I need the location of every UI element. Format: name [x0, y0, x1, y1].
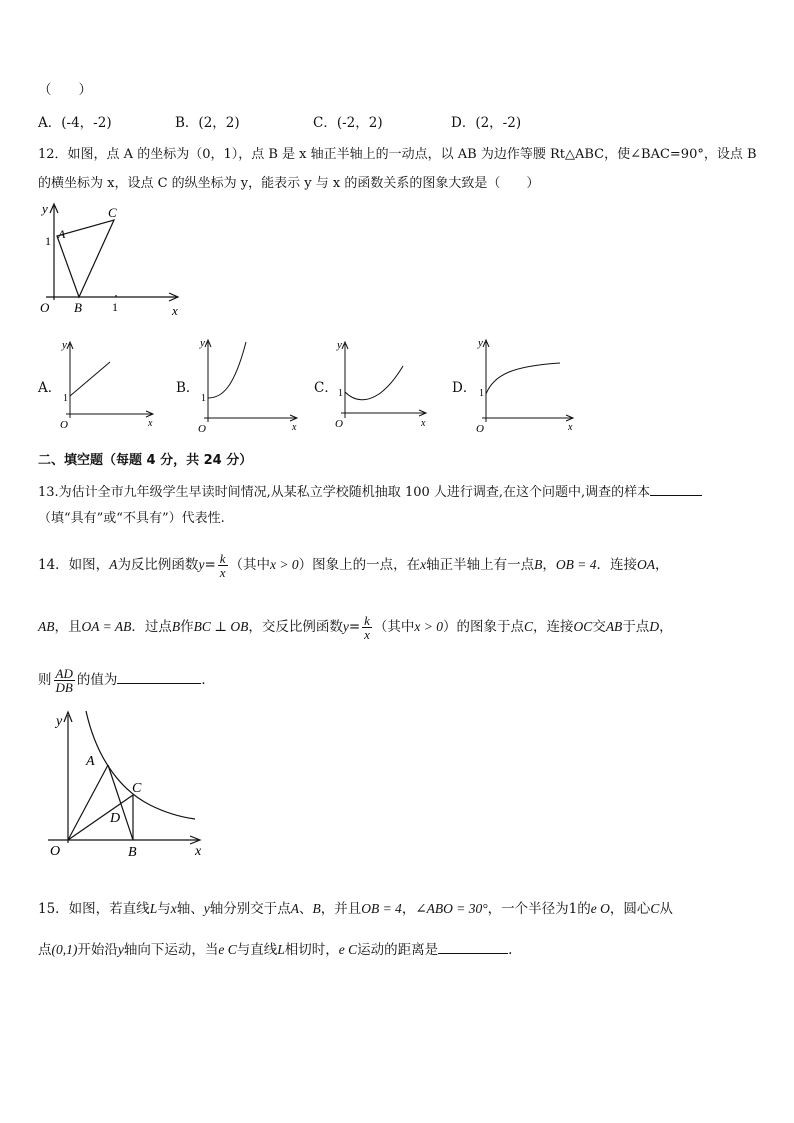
q12-label-x: x — [172, 303, 178, 318]
svg-text:1: 1 — [338, 388, 343, 399]
q12-label-o: O — [40, 300, 50, 315]
q14-segment-ab — [108, 765, 133, 840]
q14-fraction-k-over-x: $\frac{k}{x}$ — [219, 551, 226, 580]
q14-segment-oa — [68, 765, 108, 840]
q11-option-c: C．(-2，2) — [313, 115, 383, 131]
q14-label-a: A — [86, 754, 95, 769]
q14-stem-line2: AB，且OA = AB．过点B作BC ⊥ OB，交反比例函数y= $\frac{k}{x}$ （其中x > 0）的图象于点C，连接OC交AB于点D， — [38, 613, 673, 642]
q14-label-d: D — [110, 811, 121, 826]
svg-text:O: O — [60, 419, 68, 431]
q15-answer-blank[interactable] — [438, 939, 508, 954]
svg-text:y: y — [200, 337, 205, 349]
q12-option-d-curve — [486, 363, 560, 394]
svg-text:x: x — [421, 418, 426, 429]
q14-hyperbola — [86, 711, 195, 819]
q12-option-c-graph — [333, 336, 429, 432]
q12-option-b-curve — [208, 342, 246, 398]
q14-label-y: y — [56, 714, 63, 729]
q15-stem-line2: 点(0,1)开始沿y轴向下运动，当e C与直线L相切时，e C运动的距离是 . — [38, 938, 512, 962]
q11-option-a: A．(-4，-2) — [38, 115, 112, 131]
q11-answer-paren: （ ） — [38, 82, 92, 98]
q14-figure — [40, 705, 215, 865]
svg-text:x: x — [568, 422, 573, 433]
q12-triangle-abc — [57, 220, 114, 297]
q11-option-b: B．(2，2) — [175, 115, 240, 131]
q12-option-b-label: B． — [176, 380, 200, 396]
section-title-fill-in: 二、填空题（每题 4 分，共 24 分） — [38, 453, 253, 468]
q12-stem-line2: 的横坐标为 x，设点 C 的纵坐标为 y，能表示 y 与 x 的函数关系的图象大致是（ ） — [38, 176, 540, 191]
q13-stem-line2: （填“具有”或“不具有”）代表性. — [38, 511, 225, 526]
q14-label-c: C — [132, 781, 142, 796]
q14-stem-line3: 则 $\frac{AD}{DB}$ 的值为 ． — [38, 666, 215, 695]
q13-answer-blank[interactable] — [650, 481, 702, 496]
q14-segment-oc — [68, 795, 133, 840]
q12-option-a-graph — [58, 336, 158, 436]
svg-text:O: O — [335, 418, 343, 430]
q12-label-b: B — [74, 300, 82, 315]
svg-text:y: y — [478, 337, 483, 349]
q14-stem-line1: 14．如图，A为反比例函数y= $\frac{k}{x}$ （其中x > 0）图象上的一点，在x轴正半轴上有一点B，OB = 4．连接OA， — [38, 551, 669, 580]
svg-text:1: 1 — [479, 388, 484, 399]
q13-stem-line1: 13.为估计全市九年级学生早读时间情况,从某私立学校随机抽取 100 人进行调查,在这个问题中,调查的样本 — [38, 481, 702, 503]
q15-stem-line1: 15．如图，若直线L与x轴、y轴分别交于点A、B，并且OB = 4，∠ABO = 30°，一个半径为1的e O，圆心C从 — [38, 901, 673, 917]
q12-option-b-graph — [196, 334, 301, 438]
q14-fraction-k-over-x-2: $\frac{k}{x}$ — [364, 613, 370, 642]
svg-text:O: O — [198, 423, 206, 435]
svg-text:1: 1 — [63, 393, 68, 404]
svg-text:y: y — [337, 339, 342, 351]
q14-answer-blank[interactable] — [117, 669, 201, 684]
svg-text:x: x — [148, 418, 153, 429]
q12-label-a: A — [58, 227, 66, 241]
q12-label-one-x: 1 — [112, 300, 118, 314]
q12-option-d-graph — [474, 334, 576, 438]
svg-text:O: O — [476, 423, 484, 435]
svg-text:y: y — [62, 339, 67, 351]
q12-stem-line1: 12．如图，点 A 的坐标为（0，1），点 B 是 x 轴正半轴上的一动点，以 AB 为边作等腰 Rt△ABC，使∠BAC=90°，设点 B — [38, 147, 757, 162]
q12-option-a-label: A． — [38, 380, 62, 396]
q12-label-one-y: 1 — [45, 234, 51, 248]
q14-fraction-ad-over-db: $\frac{AD}{DB}$ — [55, 666, 73, 695]
q12-option-d-label: D． — [452, 380, 477, 396]
q11-option-d: D．(2，-2) — [451, 115, 522, 131]
q14-label-x: x — [195, 844, 202, 859]
q12-label-c: C — [108, 205, 117, 220]
q14-label-o: O — [50, 844, 61, 859]
q14-label-b: B — [128, 845, 137, 860]
q12-label-y: y — [42, 201, 48, 216]
svg-text:x: x — [292, 422, 297, 433]
svg-text:1: 1 — [201, 393, 206, 404]
q12-figure — [32, 198, 187, 318]
q12-option-a-line — [70, 362, 110, 396]
q12-option-c-label: C． — [314, 380, 338, 396]
q12-option-c-curve — [345, 366, 403, 400]
